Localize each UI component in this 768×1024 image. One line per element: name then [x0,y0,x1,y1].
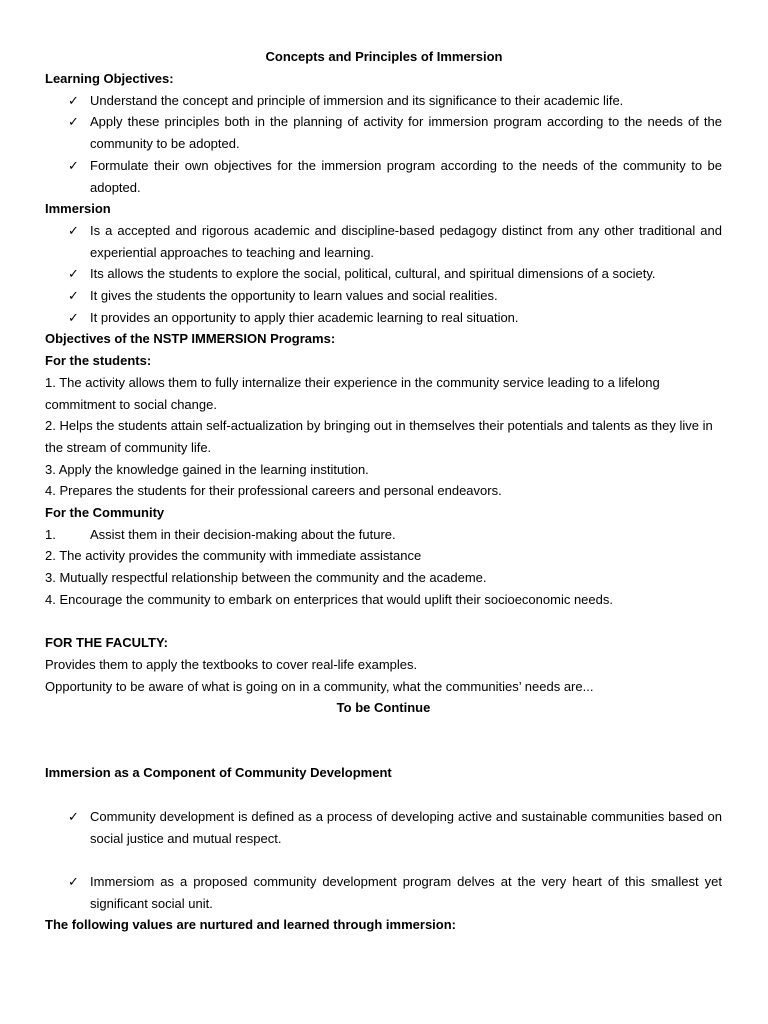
values-heading: The following values are nurtured and learned through immersion: [45,917,456,933]
community-item-number: 1. [45,526,56,542]
learning-objective-item [45,90,722,112]
community-item: 4. Encourage the community to embark on enterprices that would uplift their socioeconomic needs. [45,591,613,607]
component-text: Immersiom as a proposed community development program delves at the very heart of this smallest yet significant social unit. [90,873,722,911]
spacer [45,719,722,762]
immersion-item [45,285,722,307]
students-heading: For the students: [45,353,152,369]
checkmark-icon: ✓ [68,114,79,130]
checkmark-icon: ✓ [68,808,79,824]
students-item: 3. Apply the knowledge gained in the learning institution. [45,461,369,477]
learning-objective-text: Understand the concept and principle of immersion and its significance to their academic life. [90,92,624,108]
students-item: 4. Prepares the students for their professional careers and personal endeavors. [45,483,502,499]
students-item: 1. The activity allows them to fully internalize their experience in the community service leading to a lifelong commitment to social change. [45,374,660,412]
spacer [45,849,722,871]
immersion-text: Is a accepted and rigorous academic and discipline-based pedagogy distinct from any other traditional and experiential approaches to teaching and learning. [90,222,722,260]
faculty-line: Opportunity to be aware of what is going on in a community, what the communities’ needs are... [45,678,594,694]
to-be-continue: To be Continue [336,700,431,716]
checkmark-icon: ✓ [68,222,79,238]
community-item [45,524,722,546]
immersion-item [45,263,722,285]
faculty-line: Provides them to apply the textbooks to cover real-life examples. [45,656,418,672]
immersion-item [45,307,722,329]
community-heading: For the Community [45,505,165,521]
checkmark-icon: ✓ [68,157,79,173]
immersion-text: Its allows the students to explore the social, political, cultural, and spiritual dimensions of a society. [90,266,656,282]
checkmark-icon: ✓ [68,92,79,108]
objectives-heading: Objectives of the NSTP IMMERSION Programs: [45,331,336,347]
faculty-heading: FOR THE FACULTY: [45,635,169,651]
page-title: Concepts and Principles of Immersion [265,49,503,64]
component-item [45,871,722,914]
learning-objective-item [45,155,722,198]
spacer [45,784,722,806]
checkmark-icon: ✓ [68,266,79,282]
component-heading: Immersion as a Component of Community Development [45,765,392,781]
spacer [45,611,722,633]
learning-objectives-heading: Learning Objectives: [45,71,174,86]
component-text: Community development is defined as a process of developing active and sustainable communities based on social justice and mutual respect. [90,808,722,846]
checkmark-icon: ✓ [68,873,79,889]
community-item-text: Assist them in their decision-making about the future. [90,526,396,542]
community-item: 3. Mutually respectful relationship between the community and the academe. [45,570,487,586]
students-item: 2. Helps the students attain self-actualization by bringing out in themselves their potentials and talents as they live in the stream of community life. [45,418,713,455]
checkmark-icon: ✓ [68,309,79,325]
immersion-item [45,220,722,263]
document-body [45,68,722,936]
learning-objective-item [45,111,722,154]
immersion-text: It gives the students the opportunity to learn values and social realities. [90,288,498,304]
learning-objective-text: Apply these principles both in the planning of activity for immersion program according to the needs of the community to be adopted. [90,114,722,152]
community-item: 2. The activity provides the community with immediate assistance [45,548,422,564]
immersion-heading: Immersion [45,201,111,217]
immersion-text: It provides an opportunity to apply thier academic learning to real situation. [90,309,519,325]
learning-objective-text: Formulate their own objectives for the immersion program according to the needs of the community to be adopted. [90,157,722,195]
checkmark-icon: ✓ [68,288,79,304]
component-item [45,806,722,849]
